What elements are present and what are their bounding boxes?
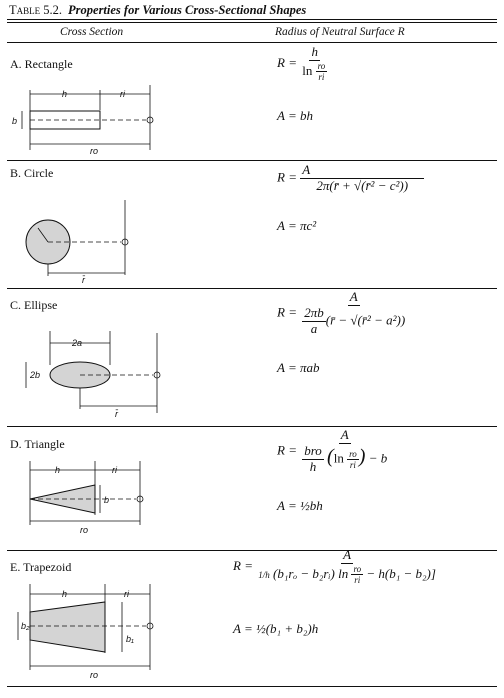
label-h: h [62,589,68,599]
formula-A-trapezoid: A = ½(b₁ + b₂)h [233,621,319,636]
ln-numerator: ro [317,60,326,71]
R-fraction [300,163,424,194]
row-rule-3 [7,426,497,427]
label-ri: ri [120,89,125,99]
coef-fraction [302,306,326,337]
ellipse-diagram [0,325,200,425]
R-fraction [300,45,329,83]
formula-R-triangle [277,428,389,475]
top-rule [7,19,497,20]
row-name-rectangle: A. Rectangle [10,57,73,71]
R-fraction [256,548,438,586]
column-header-radius: Radius of Neutral Surface R [275,26,405,38]
bottom-rule [7,686,497,687]
column-header-cross-section: Cross Section [60,26,124,38]
formula-R-trapezoid [233,548,438,586]
label-rbar: r̄ [82,275,85,285]
ln-fraction [351,564,363,586]
coef-denominator: h [309,458,317,474]
label-2a: 2a [72,338,83,348]
R-denominator [256,564,438,586]
R-denominator: 2π(r̄ + √(r̄² − c²)) [316,177,409,193]
R-numerator: A [340,427,349,442]
R-lhs: R = [277,169,297,185]
label-ro: ro [90,146,99,156]
R-numerator: A [300,163,424,179]
label-rbar: r̄ [115,409,118,419]
R-den-tail: − h(b₁ − b₂)] [366,565,436,581]
ln-denominator: ri [349,459,356,470]
R-den-tail: − b [368,450,388,466]
ln-text: ln [333,450,344,466]
ln-numerator: ro [353,563,362,574]
ln-text: ln [302,62,313,78]
trapezoid-diagram [0,578,200,683]
ln-fraction [347,449,359,471]
R-fraction [300,290,407,337]
circle-diagram [0,190,200,290]
R-lhs: R = [277,54,297,70]
R-numerator: A [343,547,352,562]
label-b: b [12,116,18,126]
label-ro: ro [80,525,89,535]
table-label: Table 5.2. [9,3,63,17]
formula-A-ellipse: A = πab [277,360,320,375]
coef-fraction [302,444,324,475]
R-lhs: R = [277,442,297,458]
formula-A-circle: A = πc² [277,218,317,233]
top-rule-2 [7,22,497,23]
R-den-rest: (r̄ − √(r̄² − a²)) [325,312,406,328]
triangle-diagram [0,455,200,545]
ln-denominator: ri [318,72,325,83]
label-h: h [62,89,68,99]
label-ri: ri [124,589,129,599]
row-rule-2 [7,288,497,289]
label-ro: ro [90,670,99,680]
table-title: Properties for Various Cross-Sectional Shapes [68,3,307,17]
formula-A-triangle: A = ½bh [277,498,323,513]
formula-R-rectangle [277,45,329,83]
formula-R-ellipse [277,290,407,337]
R-numerator: A [349,289,358,304]
formula-R-circle [277,163,424,194]
table-caption [9,3,306,18]
coef-numerator: 2πb [304,304,324,320]
row-rule-1 [7,160,497,161]
label-b: b [104,495,110,505]
R-denominator [300,61,329,83]
row-name-ellipse: C. Ellipse [10,298,58,312]
label-2b: 2b [30,370,41,380]
label-b1: b₁ [126,634,134,644]
coef-fraction: 1/h [258,569,270,580]
formula-A-rectangle: A = bh [277,108,313,123]
row-name-circle: B. Circle [10,166,54,180]
ln-numerator: ro [349,448,357,459]
ln-fraction [316,61,328,83]
coef-numerator: bro [304,442,322,458]
label-ri: ri [112,465,117,475]
R-denominator: $\frac{\text{bro}}{h}$ (ln $\frac{ro}{ri}$ ) − b [304,442,388,474]
row-name-triangle: D. Triangle [10,437,65,451]
rectangle-diagram [0,80,200,160]
header-rule [7,42,497,43]
R-fraction [300,428,389,475]
R-lhs: R = [277,304,297,320]
label-b2: b₂ [21,621,30,631]
R-numerator: h [311,44,318,59]
coef-denominator: a [310,320,318,336]
label-h: h [55,465,61,475]
ln-denominator: ri [354,575,361,586]
R-lhs: R = [233,557,253,573]
row-name-trapezoid: E. Trapezoid [10,560,72,574]
R-den-mid: (b₁rₒ − b₂rᵢ) ln [272,565,349,581]
R-denominator [300,306,407,337]
